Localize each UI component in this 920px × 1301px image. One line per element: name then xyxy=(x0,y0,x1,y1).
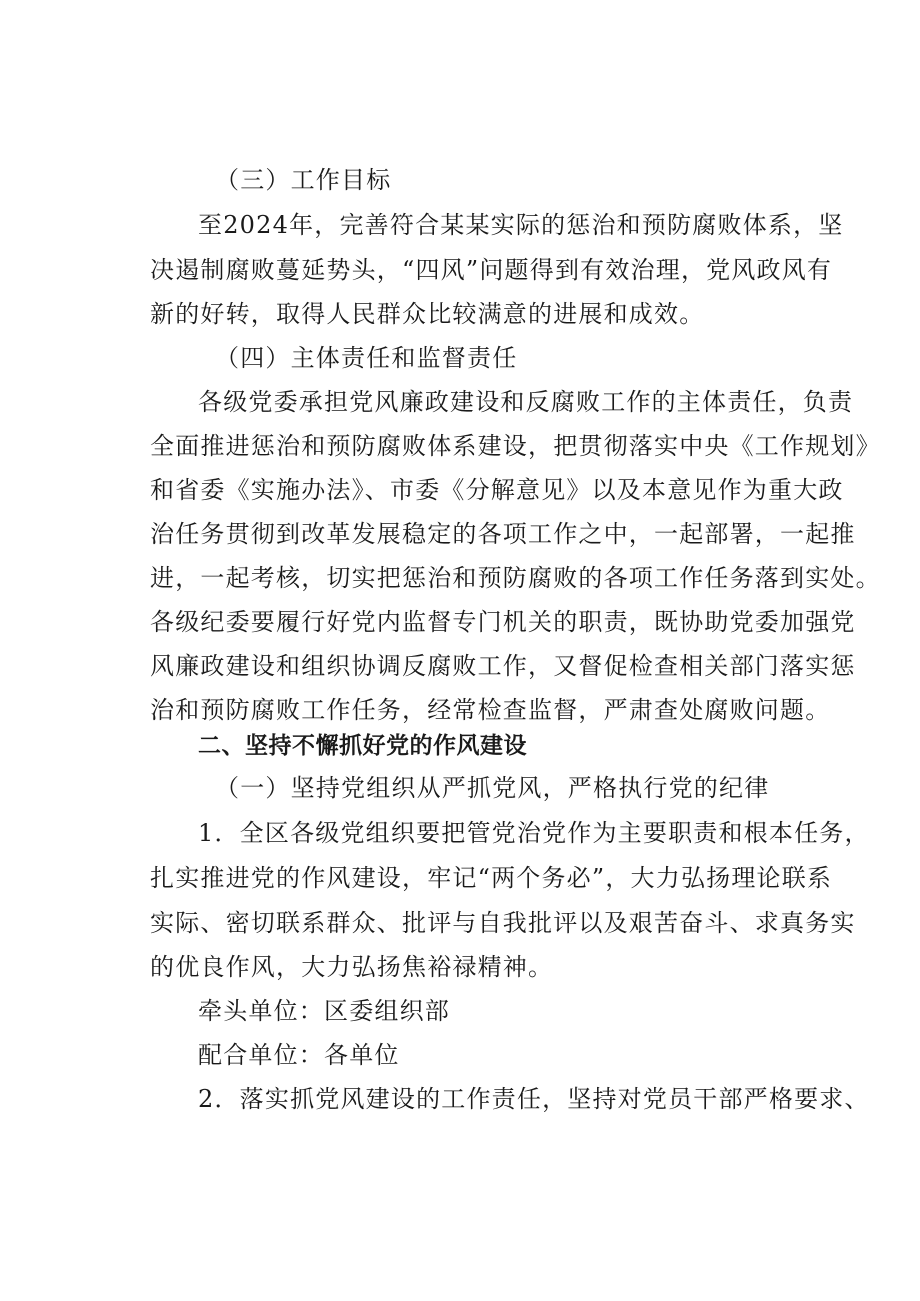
paragraph-line: 新的好转，取得人民群众比较满意的进展和成效。 xyxy=(150,300,705,328)
paragraph-line: 决遏制腐败蔓延势头，“四风”问题得到有效治理，党风政风有 xyxy=(150,256,833,284)
paragraph-line: 治和预防腐败工作任务，经常检查监督，严肃查处腐败问题。 xyxy=(150,696,831,724)
paragraph-line: 各级纪委要履行好党内监督专门机关的职责，既协助党委加强党 xyxy=(150,608,856,636)
paragraph-line: 的优良作风，大力弘扬焦裕禄精神。 xyxy=(150,953,554,981)
subheading-work-goals: （三）工作目标 xyxy=(215,166,392,194)
paragraph-line: 扎实推进党的作风建设，牢记“两个务必”，大力弘扬理论联系 xyxy=(150,864,833,892)
list-item-1: 1．全区各级党组织要把管党治党作为主要职责和根本任务， xyxy=(198,819,870,847)
subheading-responsibility: （四）主体责任和监督责任 xyxy=(215,344,518,372)
paragraph-line: 至2024年，完善符合某某实际的惩治和预防腐败体系，坚 xyxy=(198,211,844,239)
paragraph-line: 和省委《实施办法》、市委《分解意见》以及本意见作为重大政 xyxy=(150,476,844,504)
section-heading: 二、坚持不懈抓好党的作风建设 xyxy=(198,733,527,759)
subheading-party-discipline: （一）坚持党组织从严抓党风，严格执行党的纪律 xyxy=(215,774,770,802)
list-item-2: 2．落实抓党风建设的工作责任，坚持对党员干部严格要求、 xyxy=(198,1085,870,1113)
paragraph-line: 实际、密切联系群众、批评与自我批评以及艰苦奋斗、求真务实 xyxy=(150,909,856,937)
cooperating-unit: 配合单位：各单位 xyxy=(198,1041,400,1069)
lead-unit: 牵头单位：区委组织部 xyxy=(198,997,450,1025)
paragraph-line: 全面推进惩治和预防腐败体系建设，把贯彻落实中央《工作规划》 xyxy=(150,432,881,460)
paragraph-line: 风廉政建设和组织协调反腐败工作，又督促检查相关部门落实惩 xyxy=(150,652,856,680)
paragraph-line: 进，一起考核，切实把惩治和预防腐败的各项工作任务落到实处。 xyxy=(150,564,881,592)
paragraph-line: 各级党委承担党风廉政建设和反腐败工作的主体责任，负责 xyxy=(198,388,854,416)
paragraph-line: 治任务贯彻到改革发展稳定的各项工作之中，一起部署，一起推 xyxy=(150,520,856,548)
